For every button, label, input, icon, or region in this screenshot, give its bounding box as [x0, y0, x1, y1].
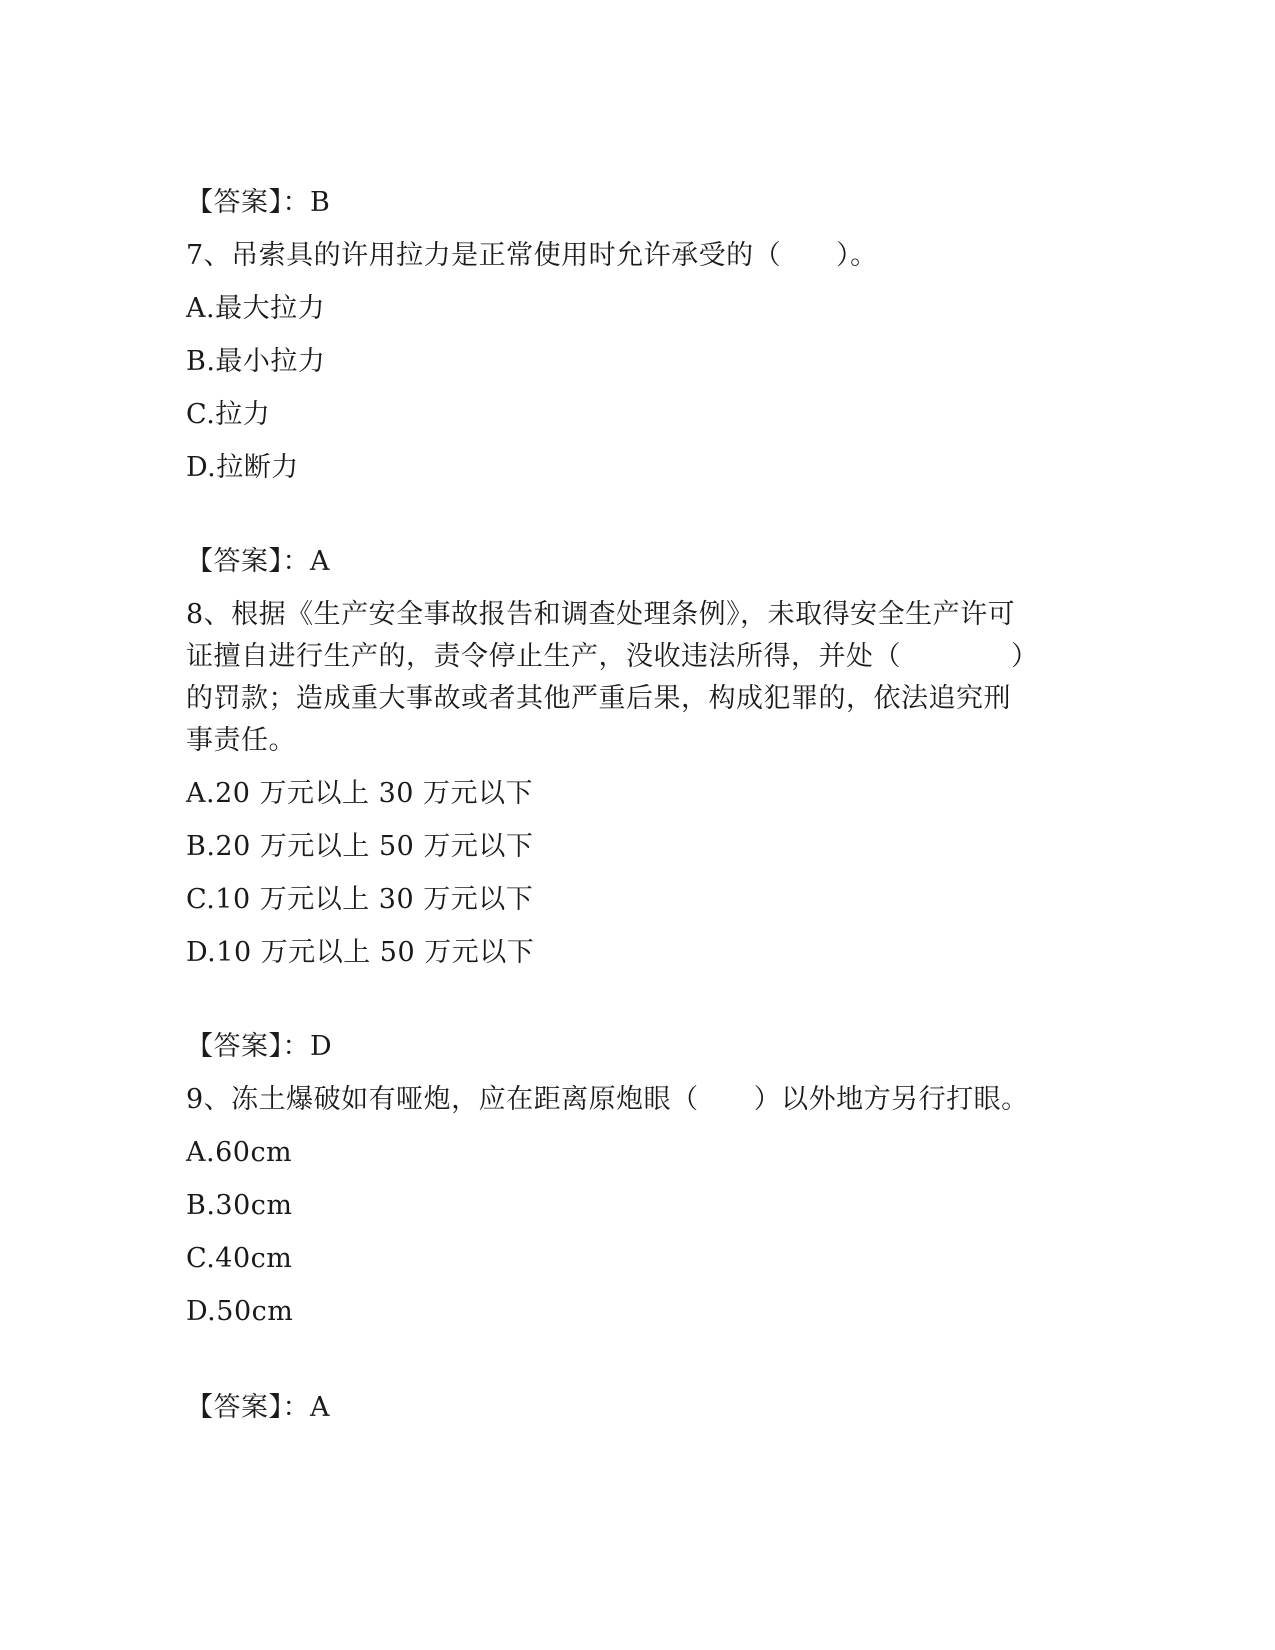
question-7-option-a: A.最大拉力 — [186, 293, 326, 324]
question-8-option-d: D.10 万元以上 50 万元以下 — [186, 937, 535, 968]
question-9-text: 9、冻土爆破如有哑炮，应在距离原炮眼（ ）以外地方另行打眼。 — [186, 1084, 1029, 1115]
question-9-answer: 【答案】：A — [186, 1392, 330, 1423]
question-8-option-a: A.20 万元以上 30 万元以下 — [186, 778, 534, 809]
question-8-text-line-2: 证擅自进行生产的，责令停止生产，没收违法所得，并处（ ） — [186, 641, 1039, 672]
question-8-answer: 【答案】：D — [186, 1031, 333, 1062]
question-7-answer: 【答案】：A — [186, 546, 330, 577]
question-8-option-b: B.20 万元以上 50 万元以下 — [186, 831, 534, 862]
question-9-option-b: B.30cm — [186, 1190, 293, 1221]
question-7-option-b: B.最小拉力 — [186, 346, 326, 377]
answer-label: 【答案】：B — [186, 187, 331, 218]
question-7-option-c: C.拉力 — [186, 399, 271, 430]
question-8-text-line-1: 8、根据《生产安全事故报告和调查处理条例》，未取得安全生产许可 — [186, 599, 1016, 630]
question-9-option-a: A.60cm — [186, 1137, 293, 1168]
question-9-option-d: D.50cm — [186, 1296, 294, 1327]
question-7-text: 7、吊索具的许用拉力是正常使用时允许承受的（ ）。 — [186, 240, 878, 271]
question-8-text-line-3: 的罚款；造成重大事故或者其他严重后果，构成犯罪的，依法追究刑 — [186, 683, 1011, 714]
question-9-option-c: C.40cm — [186, 1243, 293, 1274]
question-8-text-line-4: 事责任。 — [186, 725, 296, 756]
question-8-option-c: C.10 万元以上 30 万元以下 — [186, 884, 534, 915]
question-7-option-d: D.拉断力 — [186, 452, 299, 483]
